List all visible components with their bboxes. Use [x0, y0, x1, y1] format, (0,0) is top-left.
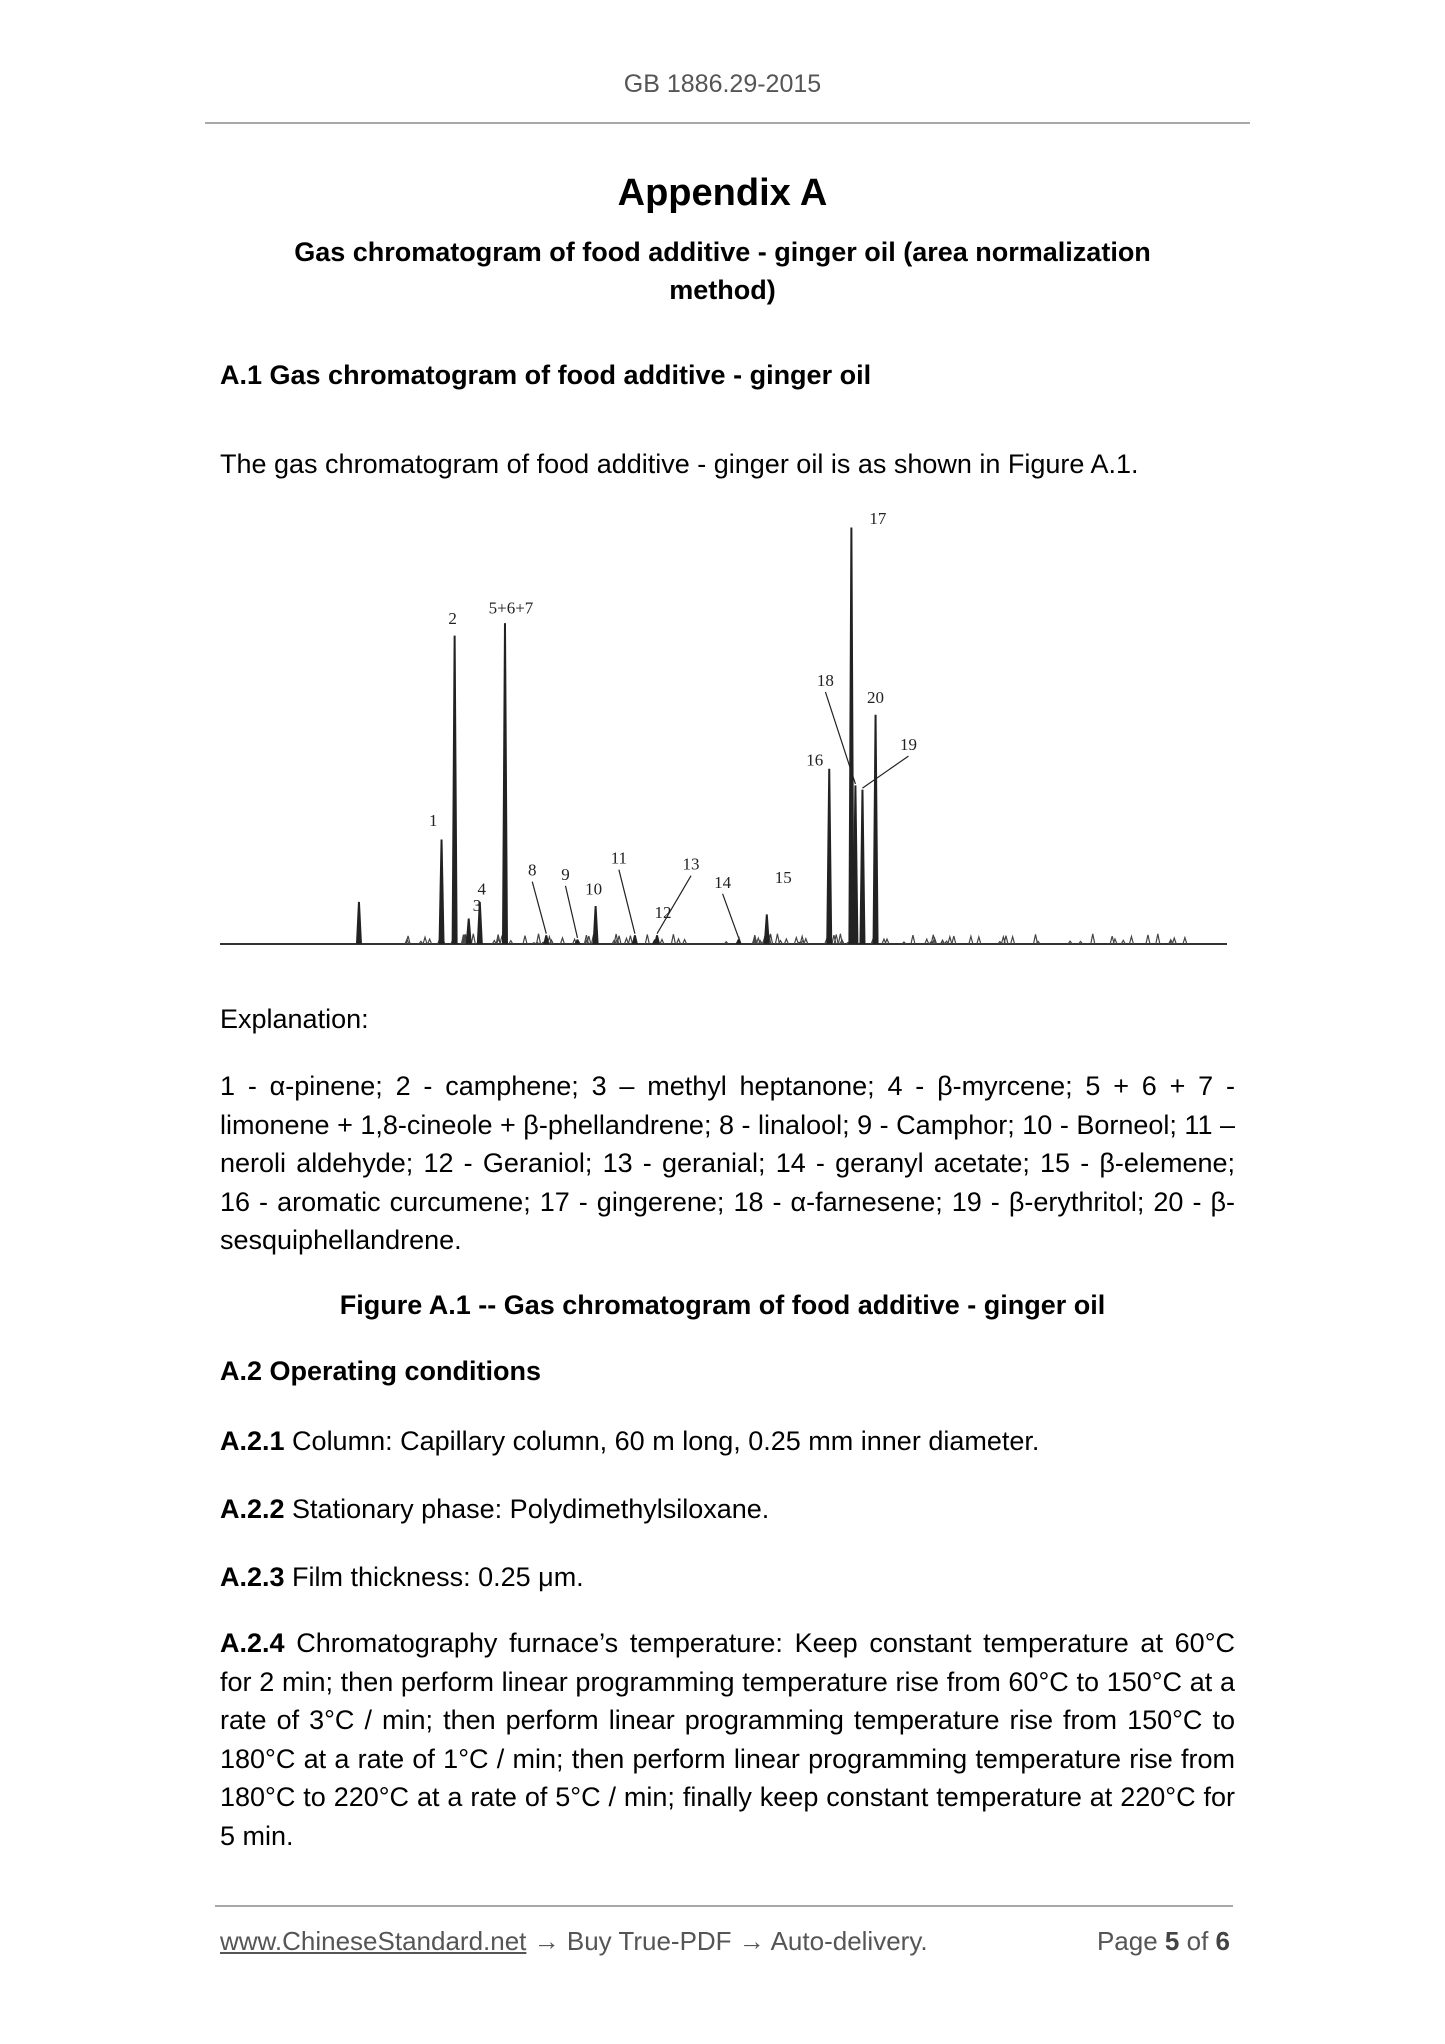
- noise-peak: [423, 937, 427, 944]
- condition-a21: [220, 1422, 1235, 1461]
- peak-label-group: [429, 509, 917, 922]
- noise-peak: [952, 936, 956, 944]
- page-label: Page: [1096, 1926, 1158, 1956]
- document-id-header: GB 1886.29-2015: [623, 70, 822, 98]
- condition-text: Column: Capillary column, 60 m long, 0.25 mm inner diameter.: [284, 1426, 1040, 1456]
- noise-peak: [1146, 935, 1150, 944]
- section-a1-heading: A.1 Gas chromatogram of food additive - ginger oil: [220, 360, 872, 390]
- peak-label: 13: [682, 854, 700, 874]
- peak-label: 10: [585, 879, 603, 899]
- condition-a22: [220, 1490, 1235, 1529]
- total-pages: 6: [1215, 1926, 1230, 1956]
- chromatogram-peak: [502, 624, 507, 944]
- peak-label: 11: [610, 848, 628, 868]
- delivery-text: Auto-delivery.: [770, 1926, 928, 1956]
- explanation-label: Explanation:: [220, 1004, 369, 1034]
- noise-peak: [645, 934, 649, 944]
- chromatogram-peak: [827, 769, 832, 944]
- condition-number: A.2.4: [220, 1628, 285, 1658]
- page-footer: [220, 1926, 1230, 1957]
- peak-group: [356, 528, 878, 944]
- chromatogram-chart: [215, 509, 1240, 960]
- noise-peak: [1004, 936, 1008, 944]
- buy-text: Buy True-PDF: [566, 1926, 732, 1956]
- noise-peak: [911, 935, 915, 944]
- noise-peak: [1110, 936, 1114, 944]
- website-link[interactable]: www.ChineseStandard.net: [220, 1926, 527, 1956]
- chromatogram-peak: [655, 936, 660, 944]
- noise-peak: [969, 936, 973, 944]
- chromatogram-figure: [215, 509, 1240, 960]
- noise-peak: [1011, 937, 1015, 944]
- peak-label: 8: [528, 860, 537, 880]
- arrow-icon: →: [731, 1926, 771, 1956]
- appendix-title: Appendix A: [617, 172, 828, 214]
- figure-caption: Figure A.1 -- Gas chromatogram of food additive - ginger oil: [339, 1290, 1106, 1320]
- noise-peak: [628, 936, 632, 944]
- peak-label: 1: [429, 811, 438, 830]
- of-label: of: [1186, 1926, 1209, 1956]
- peak-label: 9: [561, 864, 570, 884]
- peak-label: 5+6+7: [488, 598, 534, 618]
- peak-label: 16: [806, 750, 824, 770]
- peak-label: 12: [654, 902, 672, 922]
- peak-label: 18: [816, 670, 834, 690]
- noise-peak: [775, 934, 779, 944]
- chromatogram-peak: [452, 636, 457, 944]
- peak-leader-line: [862, 756, 908, 788]
- condition-text: Stationary phase: Polydimethylsiloxane.: [284, 1494, 770, 1524]
- peak-leader-line: [723, 894, 739, 938]
- chromatogram-peak: [860, 790, 865, 944]
- peak-label: 2: [448, 609, 457, 629]
- chromatogram-peak: [356, 902, 361, 944]
- current-page: 5: [1164, 1926, 1180, 1956]
- condition-a23: [220, 1558, 1235, 1597]
- footer-divider: [215, 1905, 1233, 1907]
- noise-peak: [1156, 934, 1160, 944]
- section-a2-heading: A.2 Operating conditions: [220, 1356, 542, 1386]
- peak-label: 14: [714, 872, 732, 892]
- peak-label: 20: [867, 688, 885, 708]
- header-divider: [205, 122, 1250, 124]
- noise-peak: [1091, 934, 1095, 944]
- condition-text: Chromatography furnace’s temperature: Keep constant temperature at 60°C for 2 min; then perform linear programming temperature rise from 60°C to 150°C at a rate of 3°C / min; then perform linear programming temperature rise from 150°C to 180°C at a rate of 1°C / min; then perform linear programming temperature rise from 180°C to 220°C at a rate of 5°C / min; finally keep constant temperature at 220°C for 5 min.: [220, 1628, 1235, 1851]
- chromatogram-peak: [849, 528, 854, 944]
- condition-a24: [220, 1624, 1235, 1855]
- section-a1-text: The gas chromatogram of food additive - ginger oil is as shown in Figure A.1.: [220, 449, 1139, 479]
- peak-label: 4: [477, 879, 487, 899]
- noise-peak: [1129, 937, 1133, 944]
- baseline-noise-peaks: [405, 934, 1187, 944]
- peak-leader-line: [532, 882, 546, 934]
- condition-text: Film thickness: 0.25 μm.: [284, 1562, 584, 1592]
- chromatogram-peak: [873, 715, 878, 944]
- chromatogram-peak: [439, 840, 444, 944]
- noise-peak: [671, 934, 675, 944]
- chromatogram-peak: [764, 915, 769, 944]
- noise-peak: [523, 936, 527, 944]
- peak-label: 15: [774, 867, 792, 887]
- chromatogram-peak: [632, 936, 637, 944]
- arrow-icon: →: [526, 1926, 567, 1956]
- peak-leader-line: [565, 886, 577, 938]
- condition-number: A.2.1: [220, 1426, 285, 1456]
- appendix-subtitle: Gas chromatogram of food additive - ginger oil (area normalization method): [294, 237, 1151, 305]
- peak-label: 19: [899, 735, 917, 755]
- chromatogram-peak: [593, 907, 598, 944]
- chromatogram-peak: [466, 919, 471, 944]
- noise-peak: [471, 934, 475, 944]
- chromatogram-peak: [544, 936, 549, 944]
- explanation-text: 1 - α-pinene; 2 - camphene; 3 – methyl heptanone; 4 - β-myrcene; 5 + 6 + 7 - limonene + 1,8-cineole + β-phellandrene; 8 - linalool; 9 - Camphor; 10 - Borneol; 11 – neroli aldehyde; 12 - Geraniol; 13 - geranial; 14 - geranyl acetate; 15 - β-elemene; 16 - aromatic curcumene; 17 - gingerene; 18 - α-farnesene; 19 - β-erythritol; 20 - β- sesquiphellandrene.: [220, 1071, 1235, 1255]
- noise-peak: [1034, 934, 1038, 944]
- noise-peak: [977, 937, 981, 944]
- page-number: [1097, 1926, 1230, 1957]
- peak-label: 17: [869, 509, 887, 528]
- condition-number: A.2.2: [220, 1494, 285, 1524]
- peak-leader-line: [619, 870, 635, 934]
- peak-label: 3: [472, 896, 482, 916]
- condition-number: A.2.3: [220, 1562, 285, 1592]
